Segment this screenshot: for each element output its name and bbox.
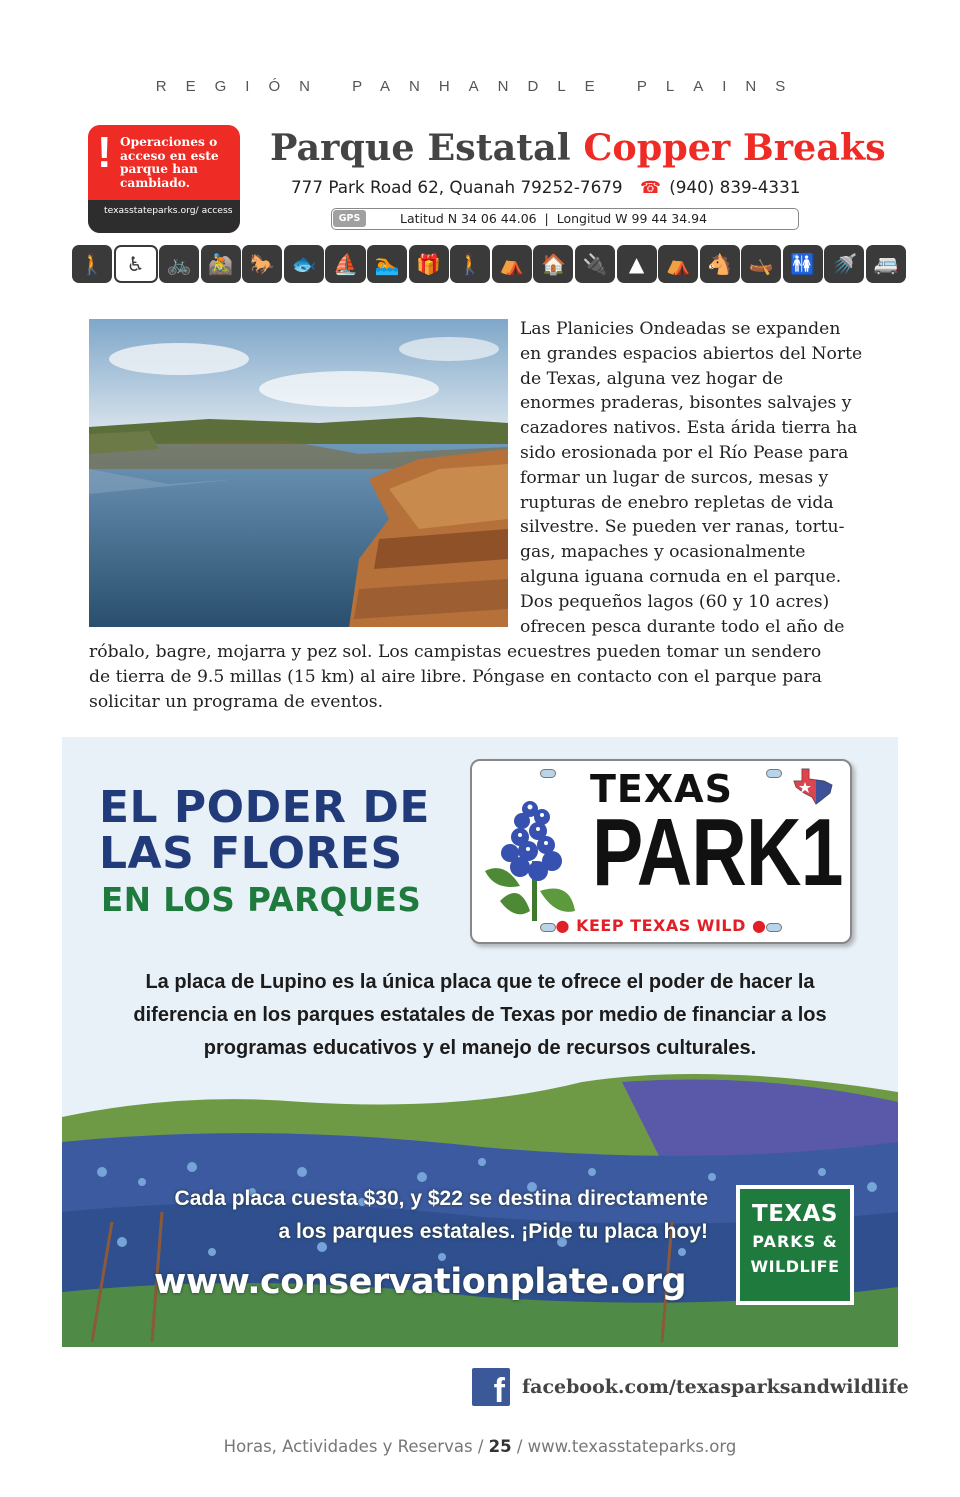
alert-footer bbox=[88, 200, 240, 233]
tpwd-logo-line-3: WILDLIFE bbox=[750, 1257, 840, 1276]
article-line: Dos pequeños lagos (60 y 10 acres) bbox=[520, 591, 830, 612]
showers-icon: 🚿 bbox=[824, 245, 864, 283]
article-line: Las Planicies Ondeadas se expanden bbox=[520, 319, 841, 339]
plate-slogan bbox=[472, 916, 850, 935]
park-address: 777 Park Road 62, Quanah 79252-7679 bbox=[291, 177, 623, 197]
bluebonnet-icon bbox=[480, 791, 595, 931]
article-line: formar un lugar de surcos, mesas y bbox=[520, 467, 829, 488]
alert-message: Operaciones o acceso en este parque han cambiado. bbox=[120, 135, 219, 190]
primitive-camping-icon: ▲ bbox=[617, 245, 657, 283]
phone-icon: ☎ bbox=[639, 177, 661, 197]
article-line: gas, mapaches y ocasionalmente bbox=[520, 542, 806, 563]
group-facility-icon: 🏠 bbox=[533, 245, 573, 283]
article-line: róbalo, bagre, mojarra y pez sol. Los campistas ecuestres pueden tomar un sendero bbox=[89, 642, 822, 662]
tpwd-logo bbox=[736, 1185, 854, 1305]
alert-url[interactable]: texasstateparks.org/ access bbox=[104, 205, 233, 216]
fishing-icon: 🐟 bbox=[284, 245, 324, 283]
article-line: sido erosionada por el Río Pease para bbox=[520, 442, 849, 463]
article-continued bbox=[89, 640, 889, 714]
boat-ramp-icon: ⛵ bbox=[325, 245, 365, 283]
ad-subheadline: EN LOS PARQUES bbox=[101, 881, 422, 919]
plate-hole bbox=[540, 769, 556, 778]
ad-body-line: programas educativos y el manejo de recursos culturales. bbox=[203, 1037, 757, 1059]
plate-slogan-text: KEEP TEXAS WILD bbox=[576, 916, 746, 935]
license-plate bbox=[470, 759, 852, 944]
mountain-biking-icon: 🚵 bbox=[201, 245, 241, 283]
park-photo bbox=[89, 319, 508, 627]
nature-trail-icon: 🚶 bbox=[450, 245, 490, 283]
hiking-icon: 🚶 bbox=[72, 245, 112, 283]
article-line: rupturas de enebro repletas de vida bbox=[520, 492, 834, 513]
gps-bar bbox=[331, 208, 799, 230]
ad-headline-line-2: LAS FLORES bbox=[99, 828, 403, 879]
exclamation-icon: ! bbox=[97, 128, 112, 177]
plate-hole bbox=[766, 769, 782, 778]
plate-number: PARK1 bbox=[592, 799, 843, 906]
article-line: silvestre. Se pueden ver ranas, tortu- bbox=[520, 517, 845, 538]
article-line: cazadores nativos. Esta árida tierra ha bbox=[520, 418, 858, 439]
page-number: 25 bbox=[488, 1437, 512, 1456]
ad-cost-line: Cada placa cuesta $30, y $22 se destina directamente bbox=[174, 1187, 708, 1210]
restrooms-icon: 🚻 bbox=[783, 245, 823, 283]
plate-bolt-icon: ● bbox=[555, 916, 571, 935]
tpwd-logo-line-1: TEXAS bbox=[752, 1201, 838, 1227]
horseback-riding-icon: 🐎 bbox=[242, 245, 282, 283]
article-line: ofrecen pesca durante todo el año de bbox=[520, 616, 845, 637]
trailer-dump-icon: 🚐 bbox=[866, 245, 906, 283]
equestrian-camping-icon: 🐴 bbox=[700, 245, 740, 283]
article-line: solicitar un programa de eventos. bbox=[89, 691, 384, 712]
article-column bbox=[520, 317, 895, 639]
footer-separator: / bbox=[516, 1437, 528, 1456]
park-phone[interactable]: (940) 839-4331 bbox=[669, 177, 801, 197]
tpwd-logo-line-2: PARKS & bbox=[752, 1232, 838, 1251]
conservation-plate-ad bbox=[62, 737, 898, 1347]
conservation-plate-url[interactable]: www.conservationplate.org bbox=[154, 1262, 687, 1302]
group-picnic-icon: ⛺ bbox=[492, 245, 532, 283]
plate-bolt-icon: ● bbox=[751, 916, 767, 935]
ad-cost-line: a los parques estatales. ¡Pide tu placa hoy! bbox=[278, 1220, 708, 1243]
page-footer bbox=[0, 1437, 960, 1456]
park-store-icon: 🎁 bbox=[409, 245, 449, 283]
plate-state: TEXAS bbox=[590, 767, 733, 811]
article-line: en grandes espacios abiertos del Norte bbox=[520, 343, 863, 364]
park-address-line bbox=[291, 177, 800, 197]
article-line: de tierra de 9.5 millas (15 km) al aire libre. Póngase en contacto con el parque para bbox=[89, 666, 822, 687]
amenity-icons-row bbox=[72, 245, 906, 283]
footer-url[interactable]: www.texasstateparks.org bbox=[527, 1437, 737, 1456]
article-line: de Texas, alguna vez hogar de bbox=[520, 368, 784, 389]
article-line: enormes praderas, bisontes salvajes y bbox=[520, 393, 852, 414]
facebook-icon: f bbox=[472, 1368, 510, 1406]
ad-body-line: diferencia en los parques estatales de Texas por medio de financiar a los bbox=[133, 1004, 827, 1026]
article-line: alguna iguana cornuda en el parque. bbox=[520, 566, 842, 587]
bicycling-icon: 🚲 bbox=[159, 245, 199, 283]
facebook-url[interactable]: facebook.com/texasparksandwildlife bbox=[522, 1376, 909, 1398]
facebook-link[interactable] bbox=[472, 1368, 909, 1406]
swimming-icon: 🏊 bbox=[367, 245, 407, 283]
rv-sites-icon: 🔌 bbox=[575, 245, 615, 283]
park-title-accent: Copper Breaks bbox=[583, 126, 886, 169]
boat-icon: 🛶 bbox=[741, 245, 781, 283]
park-title bbox=[270, 126, 886, 169]
access-alert-badge[interactable] bbox=[88, 125, 240, 233]
park-title-plain: Parque Estatal bbox=[270, 126, 571, 169]
gps-tag: GPS bbox=[333, 210, 366, 227]
campsites-water-icon: ⛺ bbox=[658, 245, 698, 283]
gps-coordinates: Latitud N 34 06 44.06 | Longitud W 99 44 34.94 bbox=[400, 211, 708, 226]
accessible-trail-icon: ♿ bbox=[114, 245, 158, 283]
region-header: REGIÓN PANHANDLE PLAINS bbox=[155, 78, 805, 95]
footer-left: Horas, Actividades y Reservas bbox=[223, 1437, 473, 1456]
ad-body-line: La placa de Lupino es la única placa que te ofrece el poder de hacer la bbox=[145, 971, 815, 993]
ad-description bbox=[62, 966, 898, 1065]
ad-headline bbox=[99, 782, 430, 879]
ad-headline-line-1: EL PODER DE bbox=[99, 782, 430, 833]
footer-separator: / bbox=[477, 1437, 489, 1456]
ad-cost-text bbox=[122, 1182, 708, 1248]
